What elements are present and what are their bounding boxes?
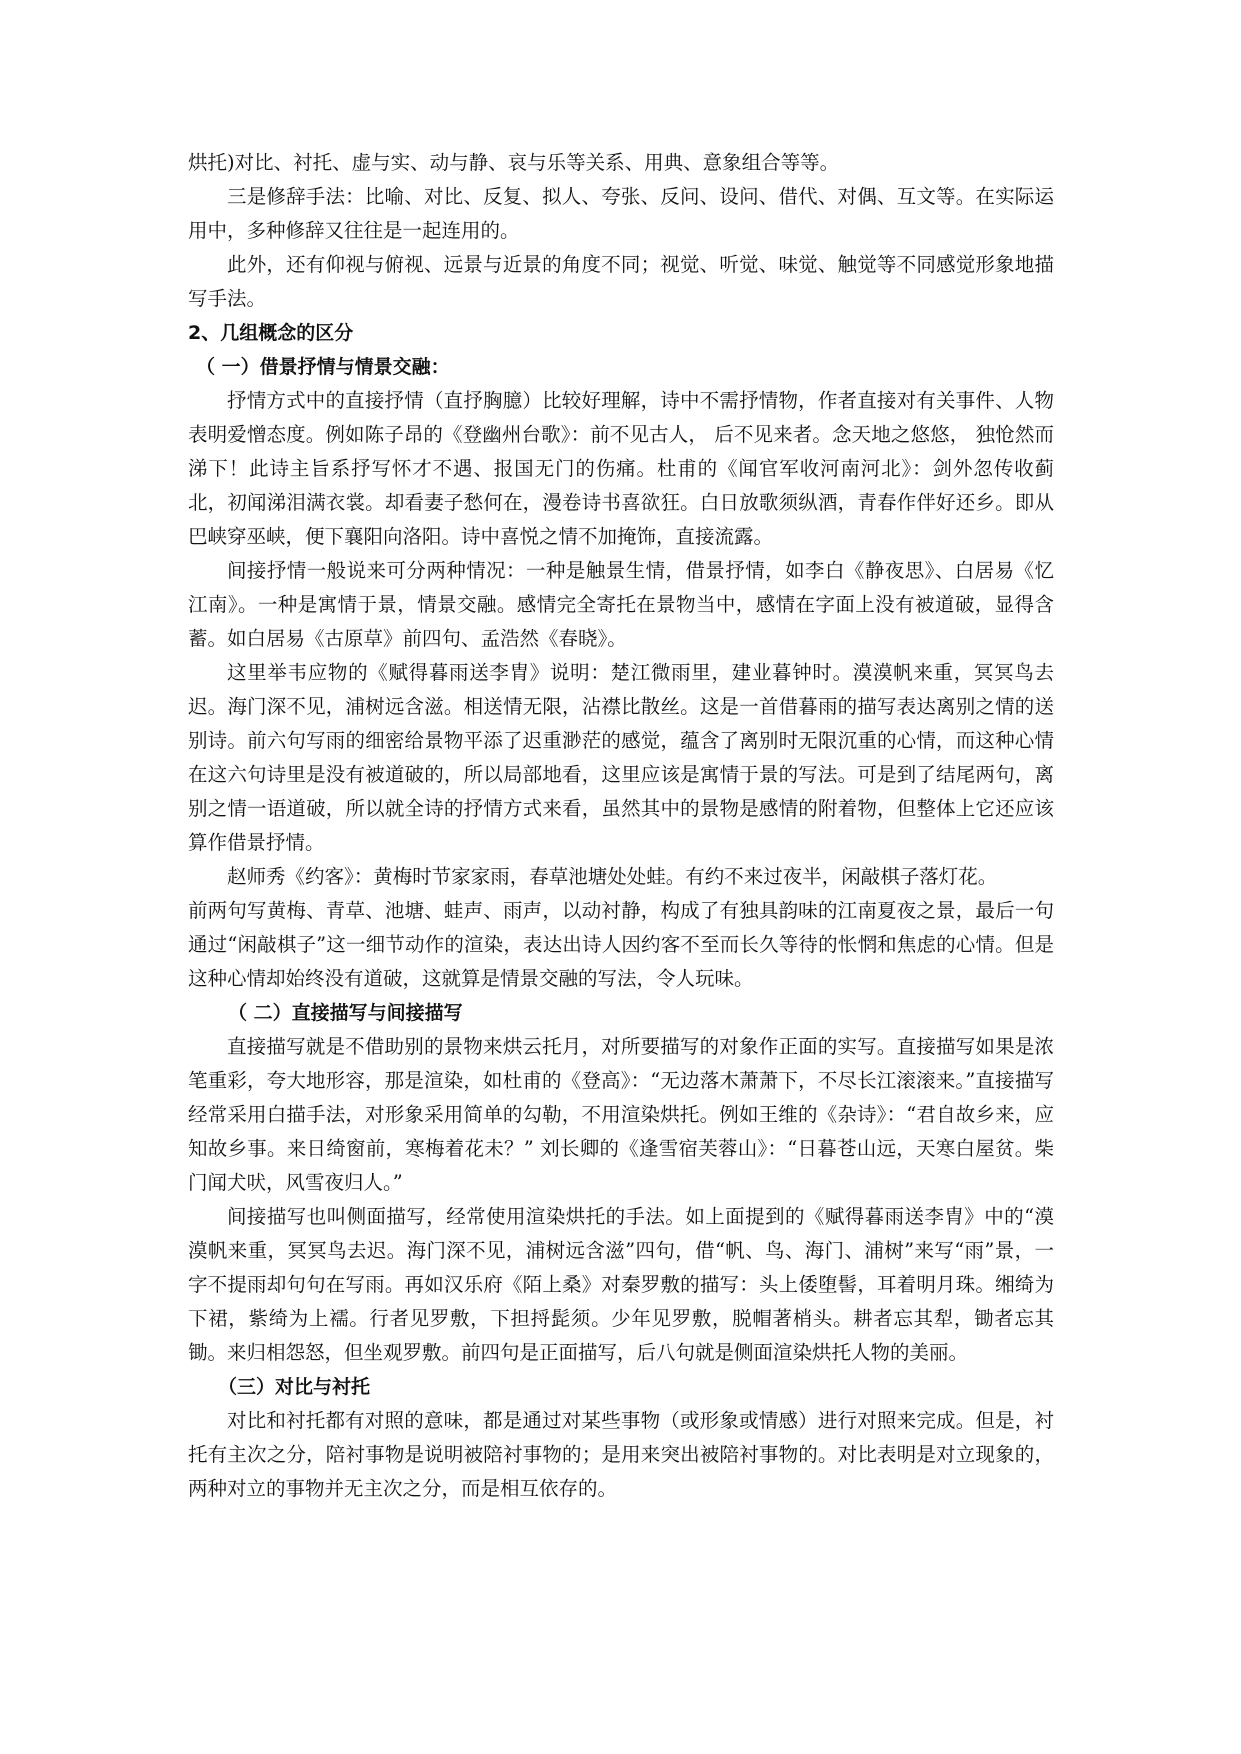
- subsection-heading-1: （ 一）借景抒情与情景交融：: [196, 356, 450, 378]
- section-heading: 2、几组概念的区分: [188, 322, 354, 344]
- paragraph-perspective: 此外，还有仰视与俯视、远景与近景的角度不同；视觉、听觉、味觉、触觉等不同感觉形象地描写手法。: [188, 253, 1054, 310]
- paragraph-zhao-shixiu-poem: 赵师秀《约客》：黄梅时节家家雨，春草池塘处处蛙。有约不来过夜半，闲敲棋子落灯花。: [227, 865, 998, 888]
- paragraph-indirect-description: 间接描写也叫侧面描写，经常使用渲染烘托的手法。如上面提到的《赋得暮雨送李胄》中的“漠漠帆来重，冥冥鸟去迟。海门深不见，浦树远含滋”四句，借“帆、鸟、海门、浦树”来写“雨”景，一字不提雨却句句在写雨。再如汉乐府《陌上桑》对秦罗敷的描写：头上倭堕髻，耳着明月珠。缃绮为下裙，紫绮为上襦。行者见罗敷，下担捋髭须。少年见罗敷，脱帽著梢头。耕者忘其犁，锄者忘其锄。来归相怨怒，但坐观罗敷。前四句是正面描写，后八句就是侧面渲染烘托人物的美丽。: [188, 1205, 1054, 1364]
- paragraph-rhetoric: 三是修辞手法：比喻、对比、反复、拟人、夸张、反问、设问、借代、对偶、互文等。在实际运用中，多种修辞又往往是一起连用的。: [188, 185, 1054, 242]
- paragraph-direct-lyric: 抒情方式中的直接抒情（直抒胸臆）比较好理解，诗中不需抒情物，作者直接对有关事件、人物表明爱憎态度。例如陈子昂的《登幽州台歌》：前不见古人， 后不见来者。念天地之悠悠， 独怆然而涕下！此诗主旨系抒写怀才不遇、报国无门的伤痛。杜甫的《闻官军收河南河北》：剑外忽传收蓟北，初闻涕泪满衣裳。却看妻子愁何在，漫卷诗书喜欲狂。白日放歌须纵酒，青春作伴好还乡。即从巴峡穿巫峡，便下襄阳向洛阳。诗中喜悦之情不加掩饰，直接流露。: [188, 389, 1054, 548]
- document-page: [188, 146, 1054, 1506]
- paragraph-zhao-shixiu-analysis: 前两句写黄梅、青草、池塘、蛙声、雨声，以动衬静，构成了有独具韵味的江南夏夜之景，最后一句通过“闲敲棋子”这一细节动作的渲染，表达出诗人因约客不至而长久等待的怅惘和焦虑的心情。但是这种心情却始终没有道破，这就算是情景交融的写法，令人玩味。: [188, 899, 1054, 990]
- subsection-heading-3: （三）对比与衬托: [218, 1376, 371, 1398]
- paragraph-wei-yingwu-example: 这里举韦应物的《赋得暮雨送李胄》说明：楚江微雨里，建业暮钟时。漠漠帆来重，冥冥鸟去迟。海门深不见，浦树远含滋。相送情无限，沾襟比散丝。这是一首借暮雨的描写表达离别之情的送别诗。前六句写雨的细密给景物平添了迟重渺茫的感觉，蕴含了离别时无限沉重的心情，而这种心情在这六句诗里是没有被道破的，所以局部地看，这里应该是寓情于景的写法。可是到了结尾两句，离别之情一语道破，所以就全诗的抒情方式来看，虽然其中的景物是感情的附着物，但整体上它还应该算作借景抒情。: [188, 661, 1054, 854]
- paragraph-continuation: 烘托)对比、衬托、虚与实、动与静、哀与乐等关系、用典、意象组合等等。: [188, 151, 840, 174]
- paragraph-contrast-foil: 对比和衬托都有对照的意味，都是通过对某些事物（或形象或情感）进行对照来完成。但是，衬托有主次之分，陪衬事物是说明被陪衬事物的；是用来突出被陪衬事物的。对比表明是对立现象的，两种对立的事物并无主次之分，而是相互依存的。: [188, 1409, 1054, 1500]
- paragraph-indirect-lyric: 间接抒情一般说来可分两种情况：一种是触景生情，借景抒情，如李白《静夜思》、白居易《忆江南》。一种是寓情于景，情景交融。感情完全寄托在景物当中，感情在字面上没有被道破，显得含蓄。如白居易《古原草》前四句、孟浩然《春晓》。: [188, 559, 1054, 650]
- paragraph-direct-description: 直接描写就是不借助别的景物来烘云托月，对所要描写的对象作正面的实写。直接描写如果是浓笔重彩，夸大地形容，那是渲染，如杜甫的《登高》：“无边落木萧萧下，不尽长江滚滚来。”直接描写经常采用白描手法，对形象采用简单的勾勒，不用渲染烘托。例如王维的《杂诗》：“君自故乡来，应知故乡事。来日绮窗前，寒梅着花未？” 刘长卿的《逢雪宿芙蓉山》：“日暮苍山远，天寒白屋贫。柴门闻犬吠，风雪夜归人。”: [188, 1035, 1054, 1194]
- subsection-heading-2: （ 二）直接描写与间接描写: [228, 1002, 463, 1024]
